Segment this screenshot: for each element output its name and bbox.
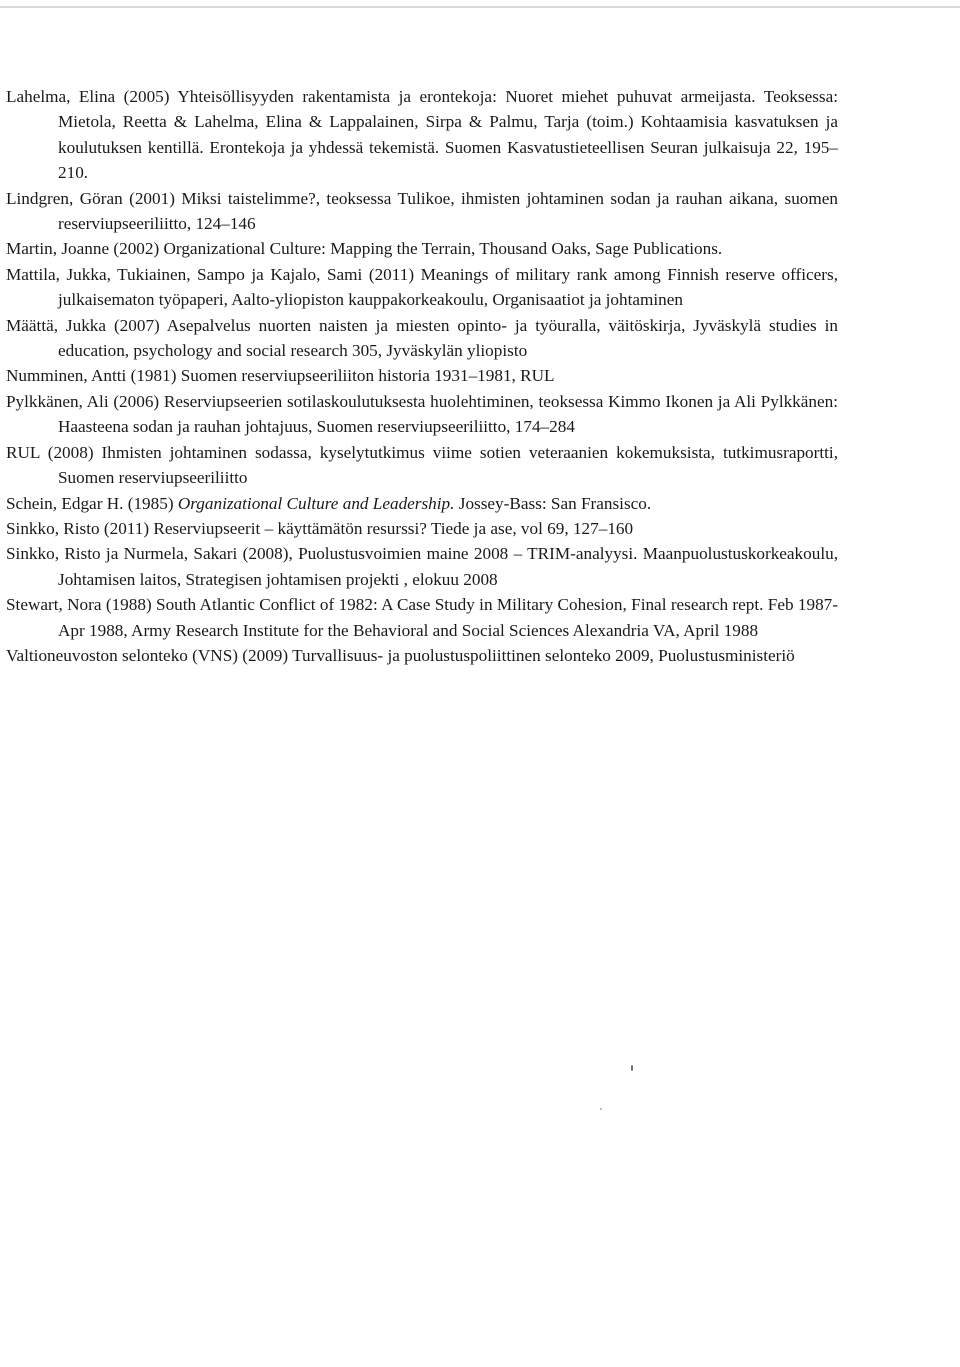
- reference-entry: [6, 592, 838, 643]
- reference-entry: [6, 236, 838, 261]
- reference-text: Jossey-Bass: San Fransisco.: [454, 493, 652, 513]
- reference-entry: [6, 440, 838, 491]
- reference-entry: [6, 516, 838, 541]
- scan-speck: [600, 1108, 602, 1110]
- reference-entry: [6, 363, 838, 388]
- reference-entry: [6, 491, 838, 516]
- reference-text: Lindgren, Göran (2001) Miksi taistelimme?, teoksessa Tulikoe, ihmisten johtaminen sodan ja rauhan aikana, suomen reserviupseeriliitto, 124–146: [6, 188, 838, 234]
- reference-list: [6, 84, 838, 668]
- reference-entry: [6, 541, 838, 592]
- reference-entry: [6, 389, 838, 440]
- reference-entry: [6, 186, 838, 237]
- reference-text: Sinkko, Risto (2011) Reserviupseerit – käyttämätön resurssi? Tiede ja ase, vol 69, 127–160: [6, 518, 634, 538]
- reference-text: Määttä, Jukka (2007) Asepalvelus nuorten naisten ja miesten opinto- ja työuralla, väitöskirja, Jyväskylä studies in education, psychology and social research 305, Jyväskylän yliopisto: [6, 315, 838, 361]
- reference-title-italic: Organizational Culture and Leadership.: [177, 493, 455, 513]
- reference-entry: [6, 262, 838, 313]
- scan-speck: [631, 1065, 633, 1071]
- reference-entry: [6, 84, 838, 186]
- reference-text: Mattila, Jukka, Tukiainen, Sampo ja Kajalo, Sami (2011) Meanings of military rank among Finnish reserve officers, julkaisematon työpaperi, Aalto-yliopiston kauppakorkeakoulu, Organisaatiot ja johtaminen: [6, 264, 838, 310]
- reference-text: Stewart, Nora (1988) South Atlantic Conflict of 1982: A Case Study in Military Cohesion, Final research rept. Feb 1987-Apr 1988, Army Research Institute for the Behavioral and Social Sciences Alexandria VA, April 1988: [6, 595, 838, 640]
- reference-text: Martin, Joanne (2002) Organizational Culture: Mapping the Terrain, Thousand Oaks, Sage Publications.: [6, 239, 723, 259]
- reference-entry: [6, 643, 838, 668]
- reference-text: Pylkkänen, Ali (2006) Reserviupseerien sotilaskoulutuksesta huolehtiminen, teoksessa Kimmo Ikonen ja Ali Pylkkänen: Haasteena sodan ja rauhan johtajuus, Suomen reserviupseeriliitto, 174–284: [6, 391, 838, 437]
- reference-text: Schein, Edgar H. (1985): [6, 493, 178, 513]
- reference-text: RUL (2008) Ihmisten johtaminen sodassa, kyselytutkimus viime sotien veteraanien kokemuksista, tutkimusraportti, Suomen reserviupseeriliitto: [6, 442, 838, 488]
- reference-entry: [6, 313, 838, 364]
- reference-text: Valtioneuvoston selonteko (VNS) (2009) Turvallisuus- ja puolustuspoliittinen selonteko 2009, Puolustusministeriö: [6, 645, 795, 665]
- reference-text: Lahelma, Elina (2005) Yhteisöllisyyden rakentamista ja erontekoja: Nuoret miehet puhuvat armeijasta. Teoksessa: Mietola, Reetta & Lahelma, Elina & Lappalainen, Sirpa & Palmu, Tarja (toim.) Kohtaamisia kasvatuksen ja koulutuksen kentillä. Erontekoja ja yhdessä tekemistä. Suomen Kasvatustieteellisen Seuran julkaisuja 22, 195–210.: [6, 87, 838, 183]
- reference-text: Sinkko, Risto ja Nurmela, Sakari (2008), Puolustusvoimien maine 2008 – TRIM-analyysi. Maanpuolustuskorkeakoulu, Johtamisen laitos, Strategisen johtamisen projekti , elokuu 2008: [6, 544, 838, 589]
- reference-text: Numminen, Antti (1981) Suomen reserviupseeriliiton historia 1931–1981, RUL: [6, 366, 555, 386]
- scan-top-edge: [0, 6, 960, 8]
